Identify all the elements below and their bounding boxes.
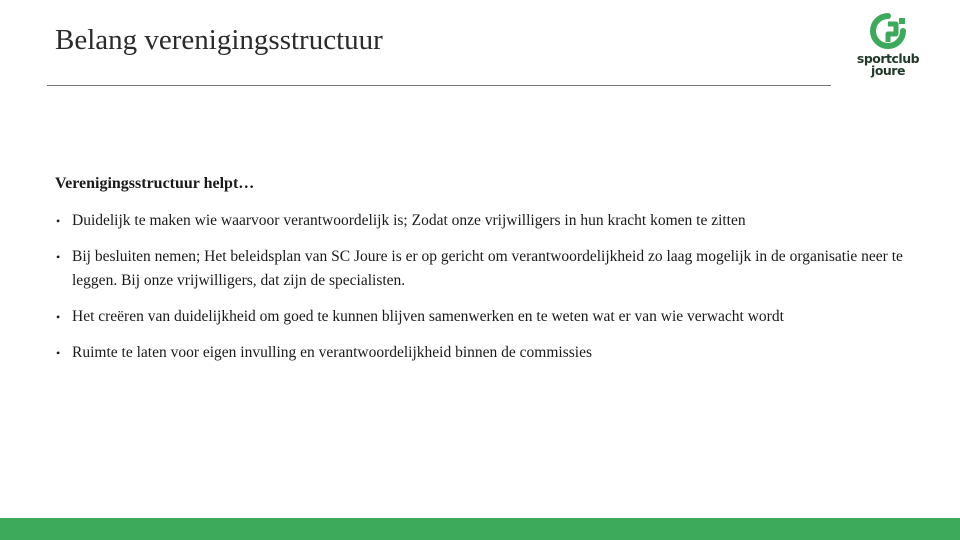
list-item (55, 245, 915, 293)
bullet-text: Het creëren van duidelijkheid om goed te kunnen blijven samenwerken en te weten wat er van wie verwacht wordt (72, 308, 784, 325)
bullet-dot-icon: • (56, 310, 61, 324)
bullet-list (55, 209, 915, 365)
list-item (55, 305, 915, 329)
logo-emblem-icon (853, 12, 923, 52)
bullet-dot-icon: • (56, 346, 61, 360)
bullet-dot-icon: • (56, 250, 61, 264)
bullet-text: Duidelijk te maken wie waarvoor verantwoordelijk is; Zodat onze vrijwilligers in hun kracht komen te zitten (72, 212, 746, 229)
title-divider (47, 85, 831, 86)
list-item (55, 341, 915, 365)
slide-title: Belang verenigingsstructuur (55, 24, 383, 56)
bullet-dot-icon: • (56, 214, 61, 228)
slide-body (55, 174, 915, 377)
sportclub-joure-logo (853, 12, 923, 82)
bullet-text: Ruimte te laten voor eigen invulling en verantwoordelijkheid binnen de commissies (72, 344, 592, 361)
logo-text-sportclub: sportclub (856, 51, 920, 66)
list-item (55, 209, 915, 233)
bullet-text: Bij besluiten nemen; Het beleidsplan van SC Joure is er op gericht om verantwoordelijkheid zo laag mogelijk in de organisatie neer te leggen. Bij onze vrijwilligers, dat zijn de specialisten. (72, 248, 903, 289)
lead-text: Verenigingsstructuur helpt… (55, 175, 255, 192)
logo-text-joure: joure (871, 63, 905, 78)
footer-bar (0, 518, 960, 540)
